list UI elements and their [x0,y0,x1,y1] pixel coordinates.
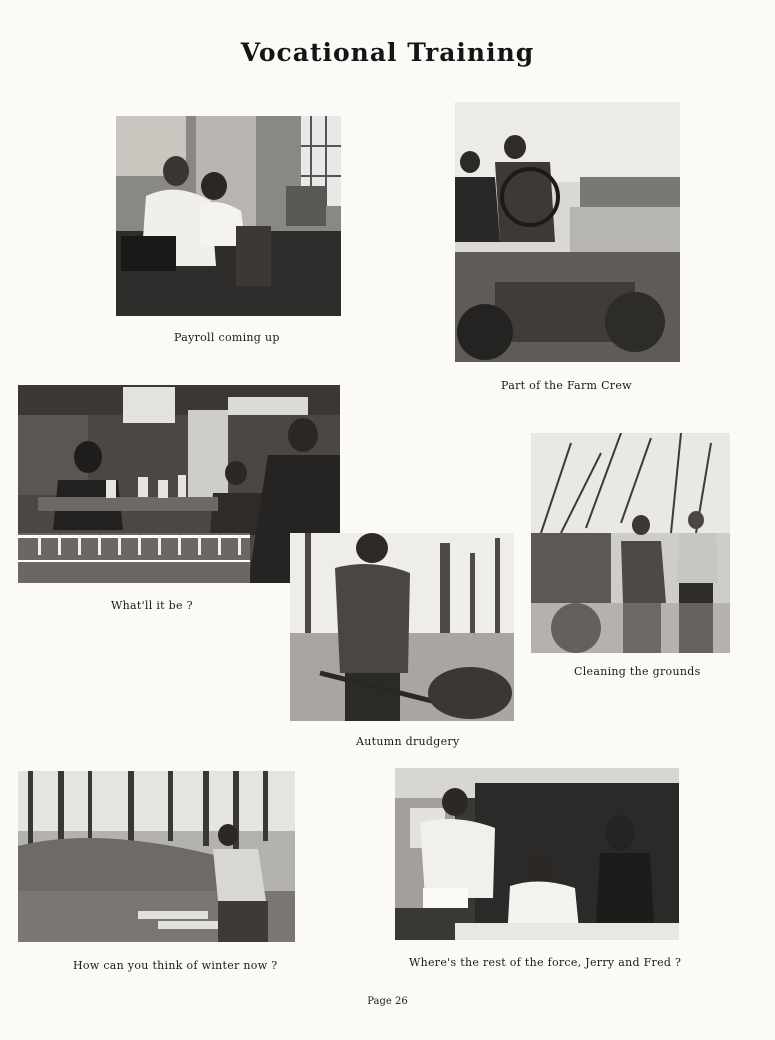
photo-cleaning-grounds [531,433,730,653]
caption-cleaning-grounds: Cleaning the grounds [574,665,701,678]
caption-farm-crew: Part of the Farm Crew [501,379,632,392]
caption-winter: How can you think of winter now ? [73,959,278,972]
photo-farm-crew [455,102,680,362]
photo-office-force [395,768,679,940]
caption-office-force: Where's the rest of the force, Jerry and Fred ? [409,956,682,969]
photo-autumn-drudgery [290,533,514,721]
caption-payroll: Payroll coming up [174,331,280,344]
photo-payroll [116,116,341,316]
page-title: Vocational Training [240,38,535,67]
caption-autumn-drudgery: Autumn drudgery [356,735,460,748]
caption-soda-fountain: What'll it be ? [111,599,193,612]
photo-winter [18,771,295,942]
page-number: Page 26 [367,996,408,1007]
